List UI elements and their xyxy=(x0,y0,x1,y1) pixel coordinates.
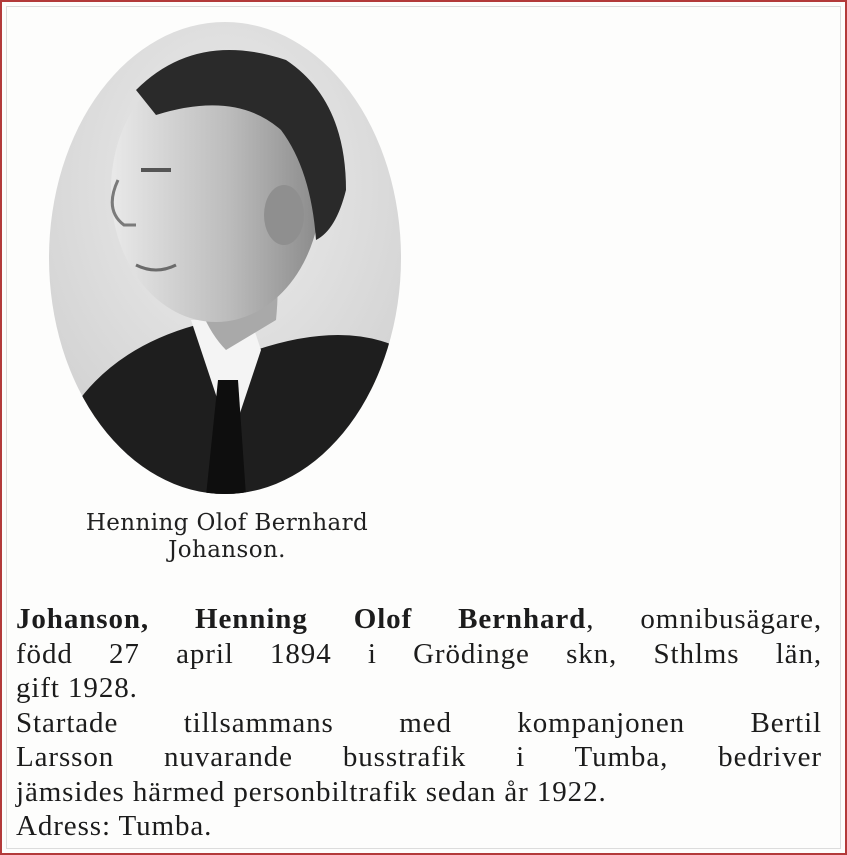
photo-caption xyxy=(22,510,432,564)
bio-line-4: Startade tillsammans med kompanjonen Bertil xyxy=(16,706,822,739)
bio-line-3: gift 1928. xyxy=(16,672,138,704)
portrait-photo xyxy=(46,20,404,496)
bio-line-6: jämsides härmed personbiltrafik sedan år 1922. xyxy=(16,775,607,808)
portrait-illustration xyxy=(46,20,404,496)
bio-occupation: , omnibusägare, xyxy=(586,603,823,635)
bio-line-7: Adress: Tumba. xyxy=(16,810,213,842)
caption-line-2: Johanson. xyxy=(168,537,286,563)
bio-line-5: Larsson nuvarande busstrafik i Tumba, bedriver xyxy=(16,741,822,773)
bio-line-2: född 27 april 1894 i Grödinge skn, Sthlms län, xyxy=(16,637,822,670)
bio-name: Johanson, Henning Olof Bernhard xyxy=(16,603,587,635)
biography-text xyxy=(16,602,822,844)
bio-line-1 xyxy=(16,602,822,637)
caption-line-1: Henning Olof Bernhard xyxy=(85,510,369,536)
